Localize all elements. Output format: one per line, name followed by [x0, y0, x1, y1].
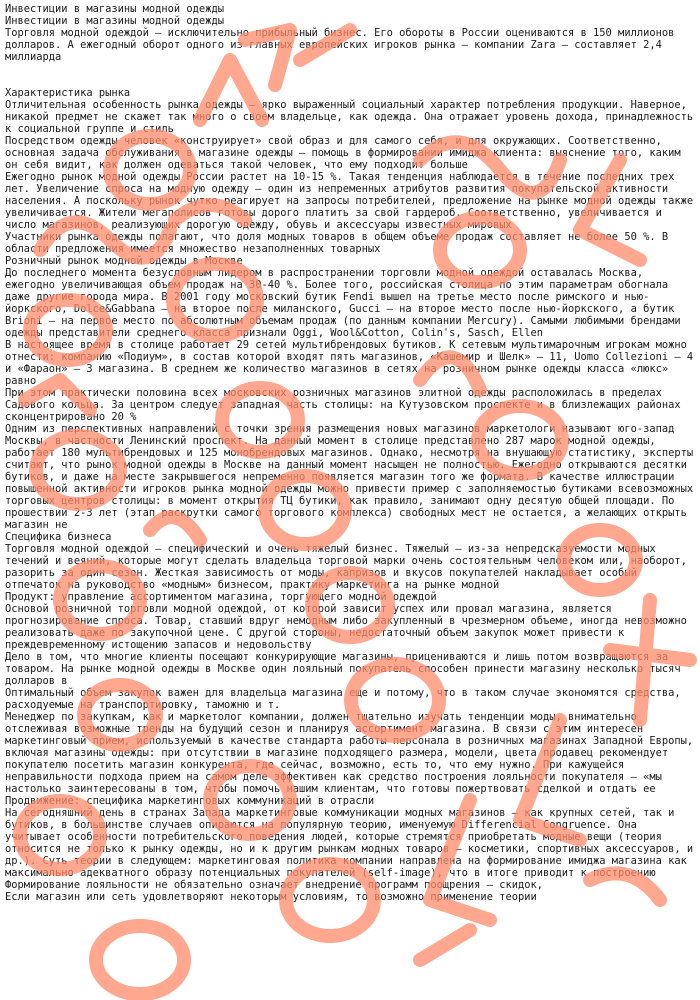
paragraph: Ежегодно рынок модной одежды России растет на 10-15 %. Такая тенденция наблюдается в течение последних трех лет. Увеличение спроса на модную одежду – один из непременных атрибутов развития покупательской активности населения. А поскольку рынок чутко реагирует на запросы потребителей, предложение на рынке модной одежды также увеличивается. Жители мегаполисов готовы дорого платить за свой гардероб. Соответственно, увеличивается и число магазинов, реализующих дорогую одежду, обувь и аксессуары известных мировых — [5, 171, 694, 231]
paragraph: До последнего момента безусловным лидером в распространении торговли модной одеждой оставалась Москва, ежегодно увеличивающая объем продаж на 30-40 %. Более того, российская столица по этим параметрам обогнала даже другие города мира. В 2001 году московский бутик Fendi вышел на третье место после римского и нью-йоркского, Dolce&Gabbana – на второе после миланского, Gucci – на второе место после нью-йоркского, а бутик Brioni – на первое место по абсолютным объемам продаж (по данным компании Mercury). Самыми любимыми брендами одежды представители среднего класса признали Oggi, Wool&Cotton, Colin's, Sasch, Ellen — [5, 267, 681, 339]
paragraph: Основой розничной торговли модной одеждой, от которой зависит успех или провал магазина, является прогнозирование спроса. Товар, ставший вдруг немодным либо закупленный в чрезмерном объеме, иногда невозможно реализовать даже по закупочной цене. С другой стороны, недостаточный объем закупок может привести к преждевременному истощению запасов и недовольству — [5, 603, 687, 651]
paragraph: Дело в том, что многие клиенты посещают конкурирующие магазины, прицениваются и лишь потом возвращаются за товаром. На рынке модной одежды в Москве один лояльный покупатель способен принести магазину несколько тысяч долларов в — [5, 651, 681, 687]
blank-line — [5, 63, 695, 87]
heading-moscow-retail: Розничный рынок модной одежды в Москве — [5, 255, 243, 267]
paragraph: При этом практически половина всех московских розничных магазинов элитной одежды расположилась в пределах Садового кольца. За центром следует западная часть столицы: на Кутузовском проспекте и в близлежащих районах сконцентрировано 20 % — [5, 387, 681, 423]
doc-lead: Торговля модной одеждой – исключительно прибыльный бизнес. Его обороты в России оцениваются в 150 миллионов долларов. А ежегодный оборот одного из главных европейских игроков рынка – компании Zara – составляет 2,4 миллиарда — [5, 27, 675, 63]
heading-promotion: Продвижение: специфика маркетинговых коммуникаций в отрасли — [5, 795, 375, 807]
doc-title: Инвестиции в магазины модной одежды — [5, 3, 224, 15]
document-body — [5, 3, 695, 903]
heading-business-specifics: Специфика бизнеса — [5, 531, 112, 543]
heading-market: Характеристика рынка — [5, 87, 131, 99]
paragraph: Отличительная особенность рынка одежды – ярко выраженный социальный характер потребления продукции. Наверное, никакой предмет не скажет так много о своем владельце, как одежда. Она отражает уровень дохода, принадлежность к социальной группе и стиль — [5, 99, 694, 135]
paragraph: Менеджер по закупкам, как и маркетолог компании, должен тщательно изучать тенденции моды, внимательно отслеживая возможные тренды на будущий сезон и планируя ассортимент магазина. В связи с этим интересен маркетинговый прием, используемый в качестве стандарта работы персонала в розничных магазинах Западной Европы, включая магазины одежды: при отсутствии в магазине подходящего размера, модели, цвета продавец рекомендует покупателю посетить магазин конкурента, где сейчас, возможно, есть то, что ему нужно. При кажущейся неправильности подхода прием на самом деле эффективен как средство построения лояльности покупателя – «мы настолько заинтересованы в том, чтобы помочь нашим клиентам, что готовы пожертвовать сделкой и отдать ее — [5, 711, 694, 795]
paragraph: На сегодняшний день в странах Запада маркетинговые коммуникации модных магазинов – как крупных сетей, так и бутиков, в большинстве случаев опираются на популярную теорию, именуемую Differencial Congruence. Она учитывает особенности потребительского поведения людей, которые стремятся приобретать модные вещи (теория относится не только к рынку одежды, но и к другим рынкам модных товаров – косметики, спортивных аксессуаров, и др.). Суть теории в следующем: маркетинговая политика компании направлена на формирование имиджа магазина как максимально адекватного образу потенциальных покупателей (self-image), что в итоге приводит к построению Формирование лояльности не обязательно означает внедрение программ поощрения – скидок, — [5, 807, 694, 891]
paragraph: Если магазин или сеть удовлетворяют некоторым условиям, то возможно применение теории — [5, 891, 537, 903]
paragraph: Участники рынка одежды полагают, что доля модных товаров в общем объеме продаж составляет не более 50 %. В области предложения имеется множество незаполненных товарных — [5, 231, 669, 255]
paragraph: Торговля модной одеждой – специфический и очень тяжелый бизнес. Тяжелый – из-за непредсказуемости модных течений и веяний, которые могут сделать владельца торговой марки очень состоятельным человеком или, наоборот, разорить за один сезон. Жесткая зависимость от моды, капризов и вкусов покупателей накладывает особый отпечаток на руководство «модным» бизнесом, практику маркетинга на рынке модной — [5, 543, 687, 591]
paragraph: Посредством одежды человек «конструирует» свой образ и для самого себя, и для окружающих. Соответственно, основная задача обслуживания в магазине одежды – помощь в формировании имиджа клиента: выяснение того, каким он себя видит, как должен одеваться такой человек, что ему подходит больше — [5, 135, 681, 171]
paragraph: Одним из перспективных направлений с точки зрения размещения новых магазинов маркетологи называют юго-запад Москвы, в частности Ленинский проспект. На данный момент в столице представлено 287 марок модной одежды, работает 180 мультибрендовых и 125 монобрендовых магазинов. Однако, несмотря на внушающую статистику, эксперты считают, что рынок модной одежды в Москве на данный момент насыщен не полностью. Ежегодно открываются десятки бутиков, и даже на месте закрывшегося непременно появляется магазин того же формата. В качестве иллюстрации повышенной активности игроков рынка модной одежды можно привести пример с заполняемостью бутиками всевозможных торговых центров столицы: в момент открытия ТЦ бутики, как правило, занимают одну десятую общей площади. По прошествии 2-3 лет (этап раскрутки самого торгового комплекса) свободных мест не остается, а желающих открыть магазин не — [5, 423, 694, 531]
paragraph: В настоящее время в столице работает 29 сетей мультибрендовых бутиков. К сетевым мультимарочным игрокам можно отнести: компанию «Подиум», в состав которой входят пять магазинов, «Кашемир и Шелк» – 11, Uomo Collezioni – 4 и «Фараон» – 3 магазина. В среднем же количество магазинов в сетях на розничном рынке одежды класса «люкс» равно — [5, 339, 694, 387]
heading-product: Продукт: управление ассортиментом магазина, торгующего модной одеждой — [5, 591, 437, 603]
doc-title-repeat: Инвестиции в магазины модной одежды — [5, 15, 224, 27]
paragraph: Оптимальный объем закупок важен для владельца магазина еще и потому, что в таком случае экономятся средства, расходуемые на транспортировку, таможню и т. — [5, 687, 681, 711]
